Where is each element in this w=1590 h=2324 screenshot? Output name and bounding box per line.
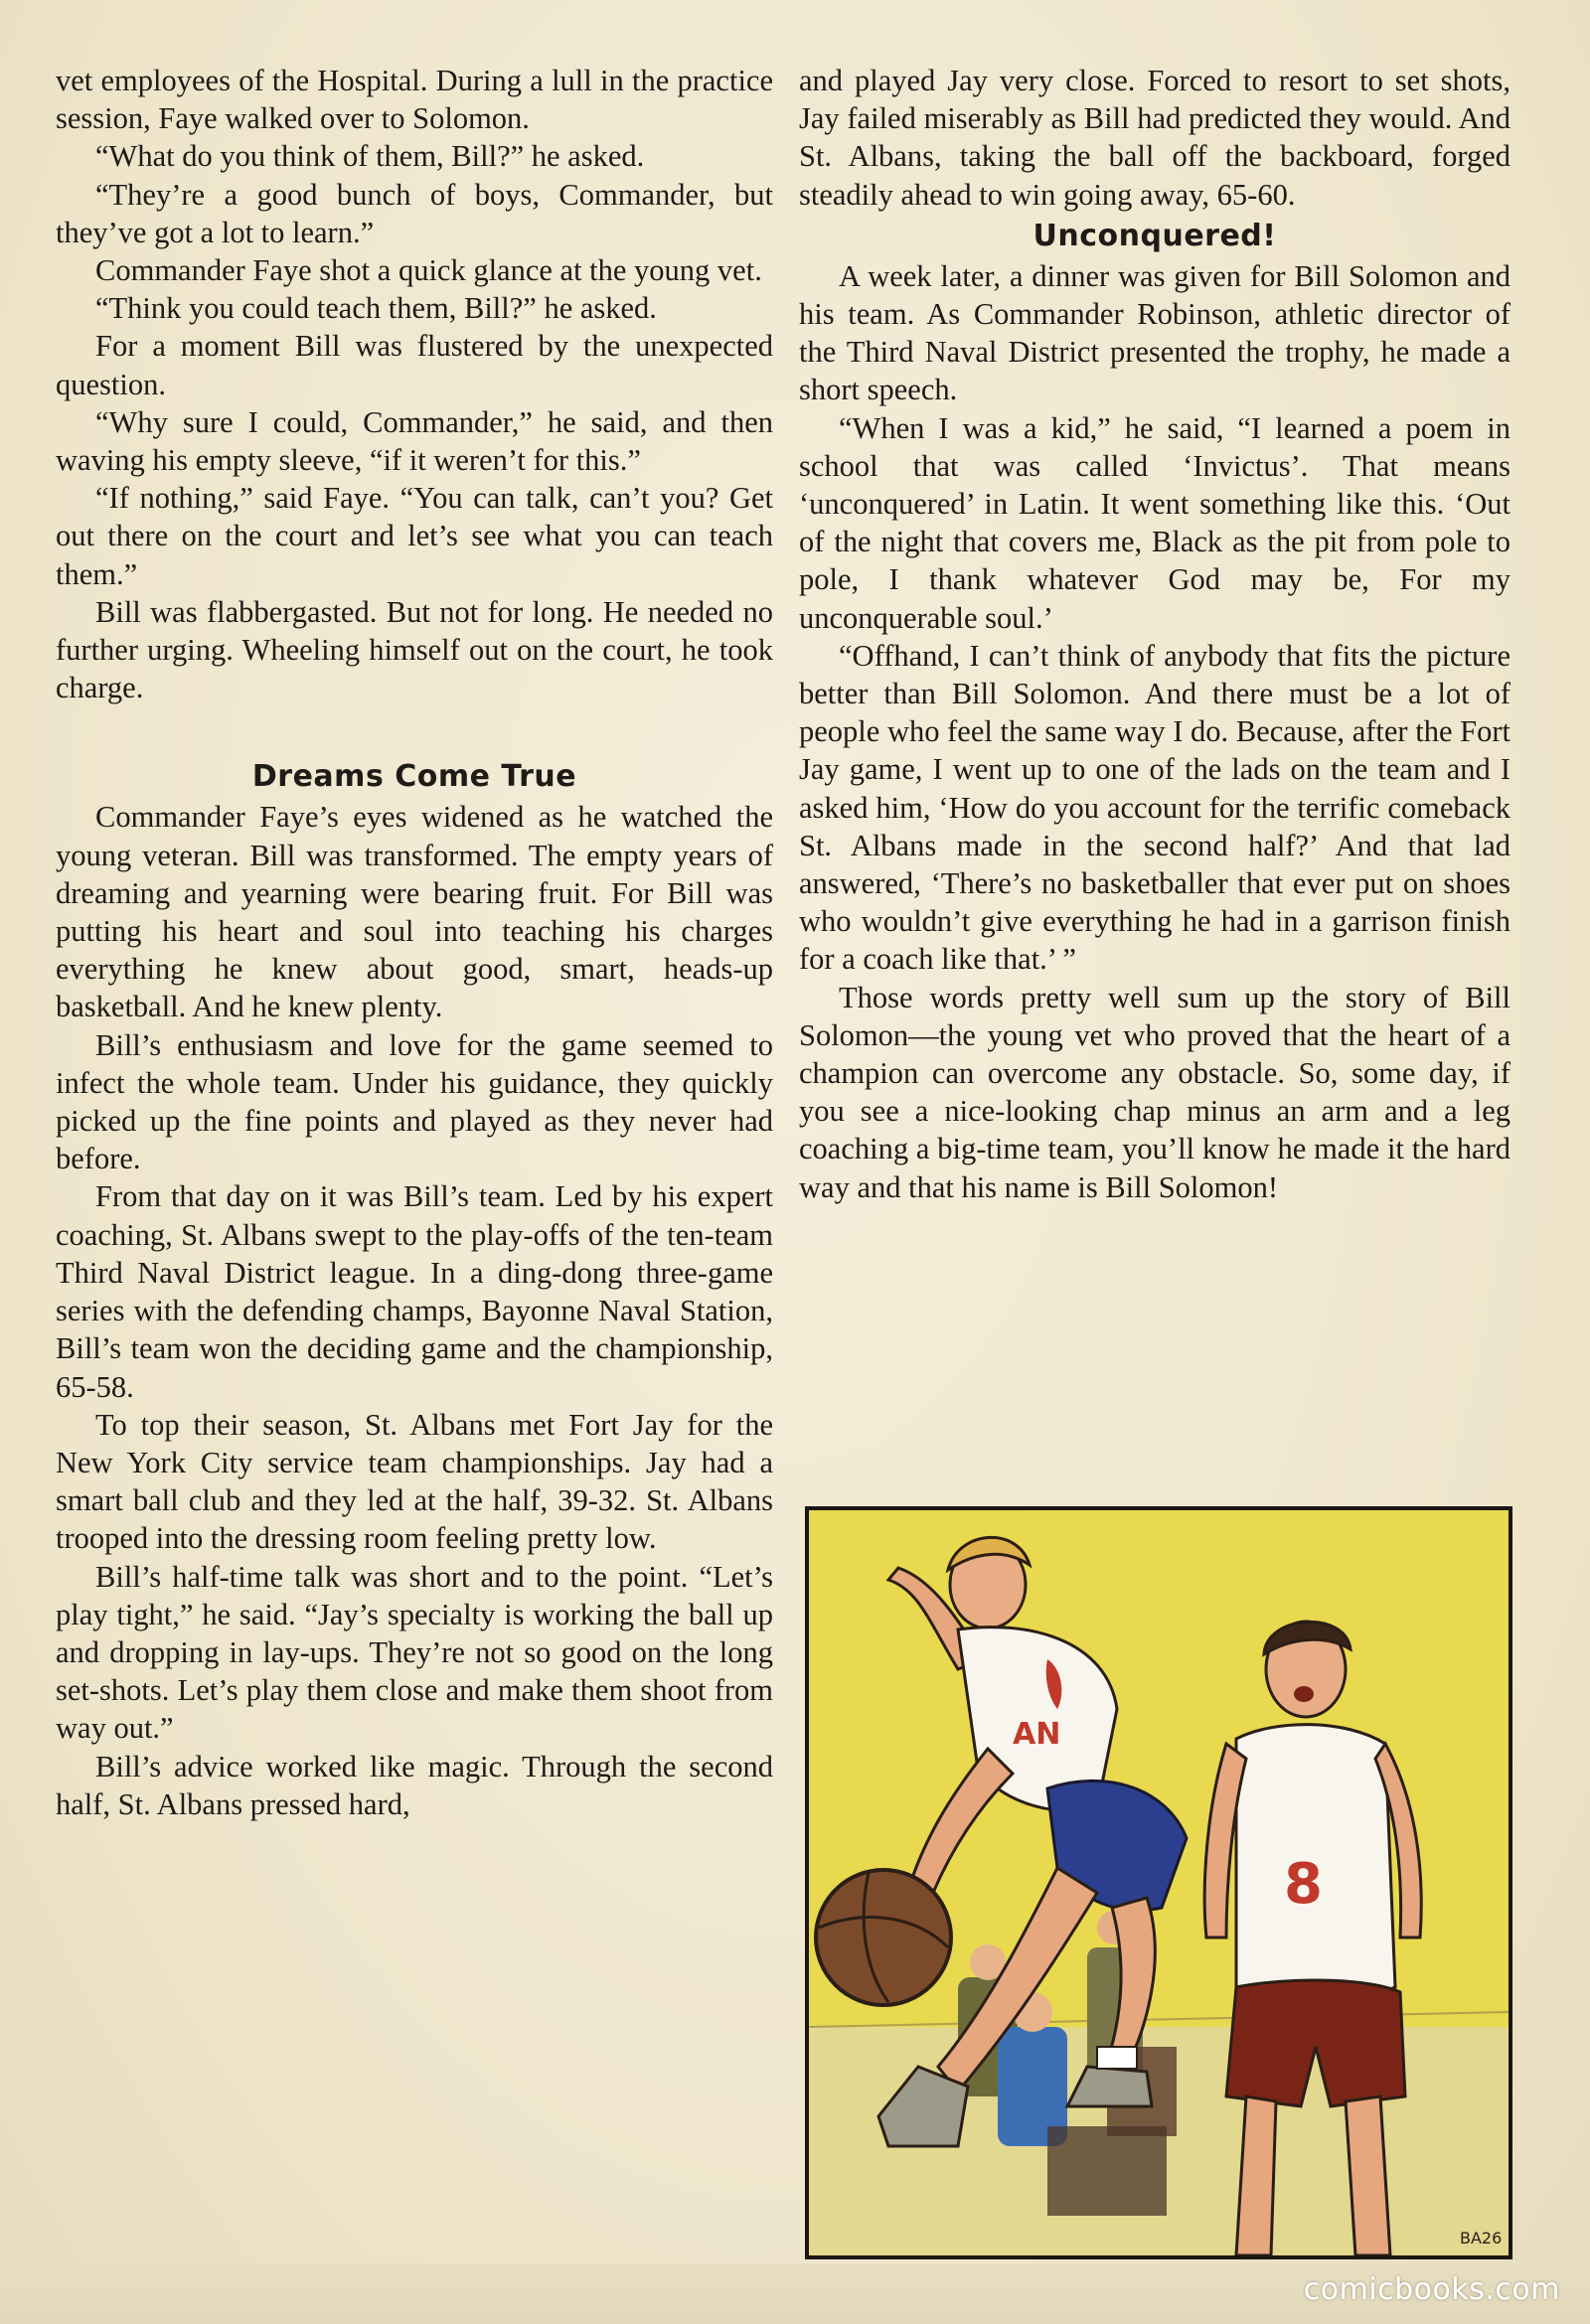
- paragraph: vet employees of the Hospital. During a lull in the practice session, Faye walked over to Solomon.: [56, 64, 773, 136]
- jersey-number: 8: [1284, 1852, 1323, 1917]
- section-heading-unconquered: Unconquered!: [1033, 218, 1277, 253]
- jersey-letters: AN: [1013, 1717, 1061, 1752]
- section-heading-dreams: Dreams Come True: [251, 759, 577, 795]
- paragraph: “Offhand, I can’t think of anybody that fits the picture better than Bill Solomon. And there must be a lot of people who feel the same way I do. Because, after the Fort Jay game, I went up to one of the lads on the team and I asked him, ‘How do you account for the terrific comeback St. Albans made in the second half?’ And that lad answered, ‘There’s no basketballer that ever put on shoes who wouldn’t give everything he had in a garrison finish for a coach like that.’ ”: [799, 638, 1510, 977]
- watermark: comicbooks.com: [1303, 2272, 1560, 2307]
- left-column: [56, 62, 773, 1823]
- basketball-illustration: [809, 1510, 1509, 2255]
- paragraph: For a moment Bill was flustered by the unexpected question.: [56, 329, 773, 401]
- paragraph: To top their season, St. Albans met Fort Jay for the New York City service team championships. Jay had a smart ball club and they led at the half, 39-32. St. Albans trooped into the dressing room feeling pretty low.: [56, 1407, 773, 1556]
- paragraph: Bill’s advice worked like magic. Through the second half, St. Albans pressed hard,: [56, 1749, 773, 1821]
- paragraph: Commander Faye’s eyes widened as he watched the young veteran. Bill was transformed. The empty years of dreaming and yearning were bearing fruit. For Bill was putting his heart and soul into teaching his charges everything he knew about good, smart, heads-up basketball. And he knew plenty.: [56, 800, 773, 1024]
- paragraph: “Why sure I could, Commander,” he said, and then waving his empty sleeve, “if it weren’t for this.”: [56, 404, 773, 478]
- paragraph: “If nothing,” said Faye. “You can talk, can’t you? Get out there on the court and let’s see what you can teach them.”: [56, 481, 773, 591]
- paragraph: “When I was a kid,” he said, “I learned a poem in school that was called ‘Invictus’. That means ‘unconquered’ in Latin. It went something like this. ‘Out of the night that covers me, Black as the pit from pole to pole, I thank whatever God may be, For my unconquerable soul.’: [799, 410, 1510, 635]
- paragraph: Those words pretty well sum up the story of Bill Solomon—the young vet who proved that the heart of a champion can overcome any obstacle. So, some day, if you see a nice-looking chap minus an arm and a leg coaching a big-time team, you’ll know he made it the hard way and that his name is Bill Solomon!: [799, 980, 1510, 1204]
- paragraph: Bill was flabbergasted. But not for long. He needed no further urging. Wheeling himself out on the court, he took charge.: [56, 594, 773, 705]
- right-column: [799, 62, 1510, 1206]
- paragraph: Bill’s half-time talk was short and to the point. “Let’s play tight,” he said. “Jay’s specialty is working the ball up and dropping in lay-ups. They’re not so good on the long set-shots. Let’s play them close and make them shoot from way out.”: [56, 1559, 773, 1746]
- paragraph: From that day on it was Bill’s team. Led by his expert coaching, St. Albans swept to the play-offs of the ten-team Third Naval District league. In a ding-dong three-game series with the defending champs, Bayonne Naval Station, Bill’s team won the deciding game and the championship, 65-58.: [56, 1179, 773, 1404]
- artist-signature: BA26: [1460, 2229, 1503, 2247]
- paragraph: A week later, a dinner was given for Bill Solomon and his team. As Commander Robinson, athletic director of the Third Naval District presented the trophy, he made a short speech.: [799, 258, 1510, 407]
- paragraph: Commander Faye shot a quick glance at the young vet.: [95, 253, 762, 288]
- paragraph: “Think you could teach them, Bill?” he asked.: [95, 291, 657, 326]
- basketball-illustration-panel: [805, 1506, 1512, 2259]
- paragraph: and played Jay very close. Forced to resort to set shots, Jay failed miserably as Bill had predicted they would. And St. Albans, taking the ball off the backboard, forged steadily ahead to win going away, 65-60.: [799, 64, 1510, 212]
- paragraph: Bill’s enthusiasm and love for the game seemed to infect the whole team. Under his guidance, they quickly picked up the fine points and played as they never had before.: [56, 1027, 773, 1176]
- basketball: [816, 1870, 951, 2005]
- paragraph: “What do you think of them, Bill?” he asked.: [95, 139, 645, 174]
- paragraph: “They’re a good bunch of boys, Commander, but they’ve got a lot to learn.”: [56, 177, 773, 249]
